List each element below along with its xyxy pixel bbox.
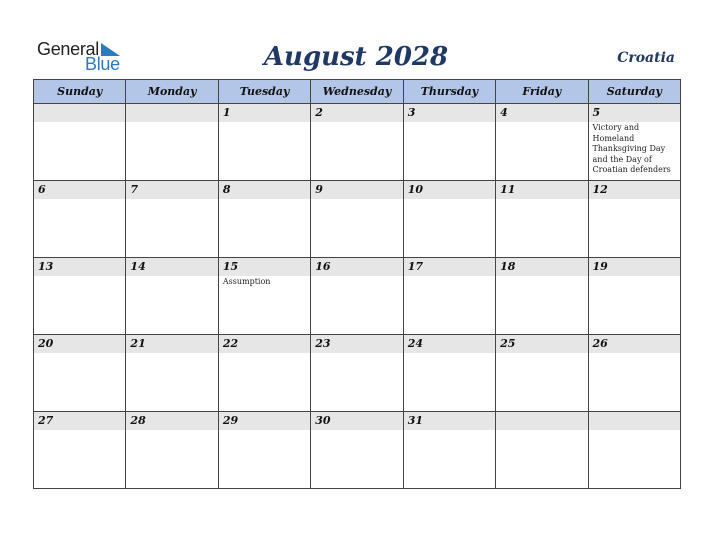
day-number: 13: [38, 260, 54, 273]
day-cell: [34, 181, 126, 258]
day-number-bar: [311, 181, 402, 199]
day-cell: [588, 412, 680, 489]
day-number-bar: [34, 412, 125, 430]
day-cell: [311, 181, 403, 258]
day-cell: [126, 104, 218, 181]
day-cell: [126, 412, 218, 489]
day-number: 24: [407, 337, 423, 350]
day-number-bar: [589, 181, 680, 199]
day-number-bar: [126, 104, 217, 122]
day-cell: [311, 412, 403, 489]
day-number-bar: [496, 412, 587, 430]
day-number-bar: [496, 258, 587, 276]
day-cell: [588, 258, 680, 335]
day-number: 3: [407, 106, 416, 119]
weekday-saturday: Saturday: [588, 80, 680, 104]
day-number: 16: [315, 260, 331, 273]
day-number-bar: [496, 181, 587, 199]
day-cell: [34, 335, 126, 412]
day-cell: [126, 181, 218, 258]
day-number: 10: [407, 183, 423, 196]
day-number: 21: [130, 337, 146, 350]
day-number: 20: [38, 337, 54, 350]
day-cell: [311, 335, 403, 412]
weekday-sunday: Sunday: [34, 80, 126, 104]
day-number-bar: [311, 412, 402, 430]
day-number: 17: [407, 260, 423, 273]
day-number-bar: [34, 335, 125, 353]
day-number: 15: [222, 260, 239, 273]
weekday-tuesday: Tuesday: [218, 80, 310, 104]
weekday-header-row: [34, 80, 681, 104]
holiday-label: Victory and Homeland Thanksgiving Day and the Day of Croatian defenders: [592, 123, 671, 174]
day-number-bar: [219, 335, 310, 353]
weekday-monday: Monday: [126, 80, 218, 104]
day-cell: [218, 104, 310, 181]
day-number-bar: [126, 335, 217, 353]
day-number: 29: [222, 414, 239, 427]
day-number: 14: [130, 260, 146, 273]
day-number: 30: [315, 414, 331, 427]
day-cell: [403, 181, 495, 258]
day-number: 1: [222, 106, 231, 119]
day-number-bar: [311, 258, 402, 276]
day-number-bar: [589, 335, 680, 353]
day-cell: [311, 258, 403, 335]
weekday-wednesday: Wednesday: [311, 80, 403, 104]
logo-word-blue: Blue: [85, 54, 120, 74]
day-number-bar: [496, 335, 587, 353]
day-cell: [496, 104, 588, 181]
day-number-bar: [404, 335, 495, 353]
day-number-bar: [404, 412, 495, 430]
day-number-bar: [126, 258, 217, 276]
day-number: 26: [592, 337, 608, 350]
day-cell: [34, 104, 126, 181]
weekday-friday: Friday: [496, 80, 588, 104]
week-row: [34, 258, 681, 335]
week-row: [34, 335, 681, 412]
day-cell: [588, 104, 680, 181]
day-number: 12: [592, 183, 608, 196]
day-cell: [403, 104, 495, 181]
day-cell: [496, 412, 588, 489]
day-number: 5: [592, 106, 601, 119]
day-number: 22: [222, 337, 239, 350]
country-name: Croatia: [617, 50, 675, 66]
logo-word-general: General: [37, 39, 99, 59]
day-number-bar: [219, 412, 310, 430]
day-number: 4: [500, 106, 508, 119]
day-cell: [496, 335, 588, 412]
calendar-grid: [33, 79, 681, 489]
day-number-bar: [219, 258, 310, 276]
day-cell: [218, 181, 310, 258]
day-number-bar: [589, 104, 680, 122]
day-number: 9: [315, 183, 323, 196]
day-number-bar: [311, 335, 402, 353]
day-number: 11: [500, 183, 516, 196]
day-number-bar: [404, 258, 495, 276]
day-cell: [588, 181, 680, 258]
day-number-bar: [34, 181, 125, 199]
day-cell: [311, 104, 403, 181]
day-cell: [403, 412, 495, 489]
day-number: 18: [500, 260, 516, 273]
day-number: 25: [500, 337, 516, 350]
day-cell: [496, 181, 588, 258]
day-number-bar: [404, 181, 495, 199]
day-number-bar: [404, 104, 495, 122]
day-number: 6: [38, 183, 46, 196]
day-number-bar: [34, 104, 125, 122]
calendar-body: [34, 104, 681, 489]
day-cell: [218, 335, 310, 412]
day-number: 8: [222, 183, 231, 196]
day-number-bar: [126, 181, 217, 199]
week-row: [34, 104, 681, 181]
day-cell: [588, 335, 680, 412]
week-row: [34, 181, 681, 258]
day-cell: [218, 412, 310, 489]
day-number: 7: [130, 183, 139, 196]
day-number: 23: [315, 337, 331, 350]
day-cell: [34, 412, 126, 489]
day-number-bar: [126, 412, 217, 430]
day-number-bar: [34, 258, 125, 276]
day-number-bar: [219, 104, 310, 122]
day-number-bar: [496, 104, 587, 122]
day-number-bar: [589, 258, 680, 276]
day-cell: [403, 335, 495, 412]
day-cell: [34, 258, 126, 335]
day-cell: [126, 258, 218, 335]
week-row: [34, 412, 681, 489]
day-cell: [126, 335, 218, 412]
day-number: 2: [315, 106, 323, 119]
day-cell: [403, 258, 495, 335]
day-number-bar: [311, 104, 402, 122]
month-title: August 2028: [263, 42, 449, 72]
day-number: 28: [130, 414, 146, 427]
day-cell: [218, 258, 310, 335]
day-number: 31: [407, 414, 423, 427]
day-cell: [496, 258, 588, 335]
weekday-thursday: Thursday: [403, 80, 495, 104]
day-number-bar: [219, 181, 310, 199]
day-number: 27: [38, 414, 54, 427]
holiday-label: Assumption: [222, 277, 271, 286]
day-number-bar: [589, 412, 680, 430]
day-number: 19: [592, 260, 608, 273]
